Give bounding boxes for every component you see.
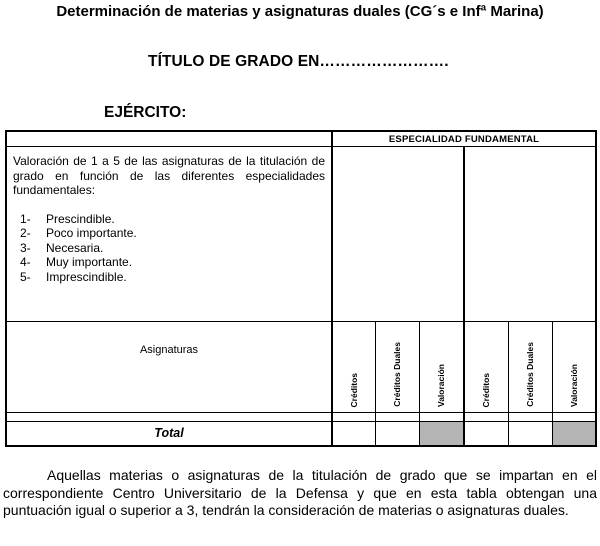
scale-label: Imprescindible. bbox=[46, 269, 127, 284]
degree-title: TÍTULO DE GRADO EN……………………. bbox=[148, 53, 449, 70]
valuation-table bbox=[5, 130, 597, 447]
total-valuation-2-shaded bbox=[552, 422, 596, 446]
data-cell bbox=[332, 413, 375, 422]
total-credits-2 bbox=[464, 422, 508, 446]
credits-header-2: Créditos bbox=[464, 322, 508, 413]
total-row bbox=[6, 422, 596, 446]
column-header-row bbox=[6, 322, 596, 413]
description-cell bbox=[6, 147, 332, 322]
data-cell bbox=[375, 413, 419, 422]
specialty-header: ESPECIALIDAD FUNDAMENTAL bbox=[332, 131, 596, 147]
scale-label: Prescindible. bbox=[46, 211, 115, 226]
credits-header-1: Créditos bbox=[332, 322, 375, 413]
scale-item bbox=[20, 241, 325, 256]
description-row bbox=[6, 147, 596, 322]
scale-number: 2- bbox=[20, 226, 31, 240]
scale-item bbox=[20, 212, 325, 227]
footer-paragraph: Aquellas materias o asignaturas de la titulación de grado que se impartan en el correspondiente Centro Universitario de la Defensa y que en esta tabla obtengan una puntuación igual o superior a 3, tendrán la consideración de materias o asignaturas duales. bbox=[3, 467, 597, 518]
scale-number: 4- bbox=[20, 255, 31, 269]
scale-item bbox=[20, 255, 325, 270]
scale-label: Necesaria. bbox=[46, 240, 104, 255]
total-dual-credits-2 bbox=[508, 422, 552, 446]
subject-cell bbox=[6, 413, 332, 422]
scale-item bbox=[20, 270, 325, 285]
blank-header-cell bbox=[6, 131, 332, 147]
dual-credits-header-1: Créditos Duales bbox=[375, 322, 419, 413]
total-dual-credits-1 bbox=[375, 422, 419, 446]
table-row bbox=[6, 413, 596, 422]
description-text: Valoración de 1 a 5 de las asignaturas de la titulación de grado en función de las diferentes especialidades fundamentales: bbox=[13, 154, 325, 197]
scale-label: Poco importante. bbox=[46, 226, 137, 240]
scale-number: 1- bbox=[20, 211, 31, 226]
specialty-1-block bbox=[332, 147, 464, 322]
scale-item bbox=[20, 226, 325, 241]
data-cell bbox=[508, 413, 552, 422]
scale-label: Muy importante. bbox=[46, 255, 133, 269]
scale-number: 3- bbox=[20, 240, 31, 255]
army-label: EJÉRCITO: bbox=[104, 104, 187, 121]
valuation-header-1: Valoración bbox=[419, 322, 464, 413]
total-label: Total bbox=[6, 422, 332, 446]
total-credits-1 bbox=[332, 422, 375, 446]
document-title: Determinación de materias y asignaturas duales (CG´s e Infª Marina) bbox=[56, 3, 544, 20]
data-cell bbox=[464, 413, 508, 422]
data-cell bbox=[419, 413, 464, 422]
subjects-label: Asignaturas bbox=[6, 322, 332, 413]
specialty-2-block bbox=[464, 147, 596, 322]
scale-number: 5- bbox=[20, 269, 31, 284]
valuation-header-2: Valoración bbox=[552, 322, 596, 413]
dual-credits-header-2: Créditos Duales bbox=[508, 322, 552, 413]
header-row bbox=[6, 131, 596, 147]
scale-list bbox=[20, 212, 325, 285]
data-cell bbox=[552, 413, 596, 422]
total-valuation-1-shaded bbox=[419, 422, 464, 446]
